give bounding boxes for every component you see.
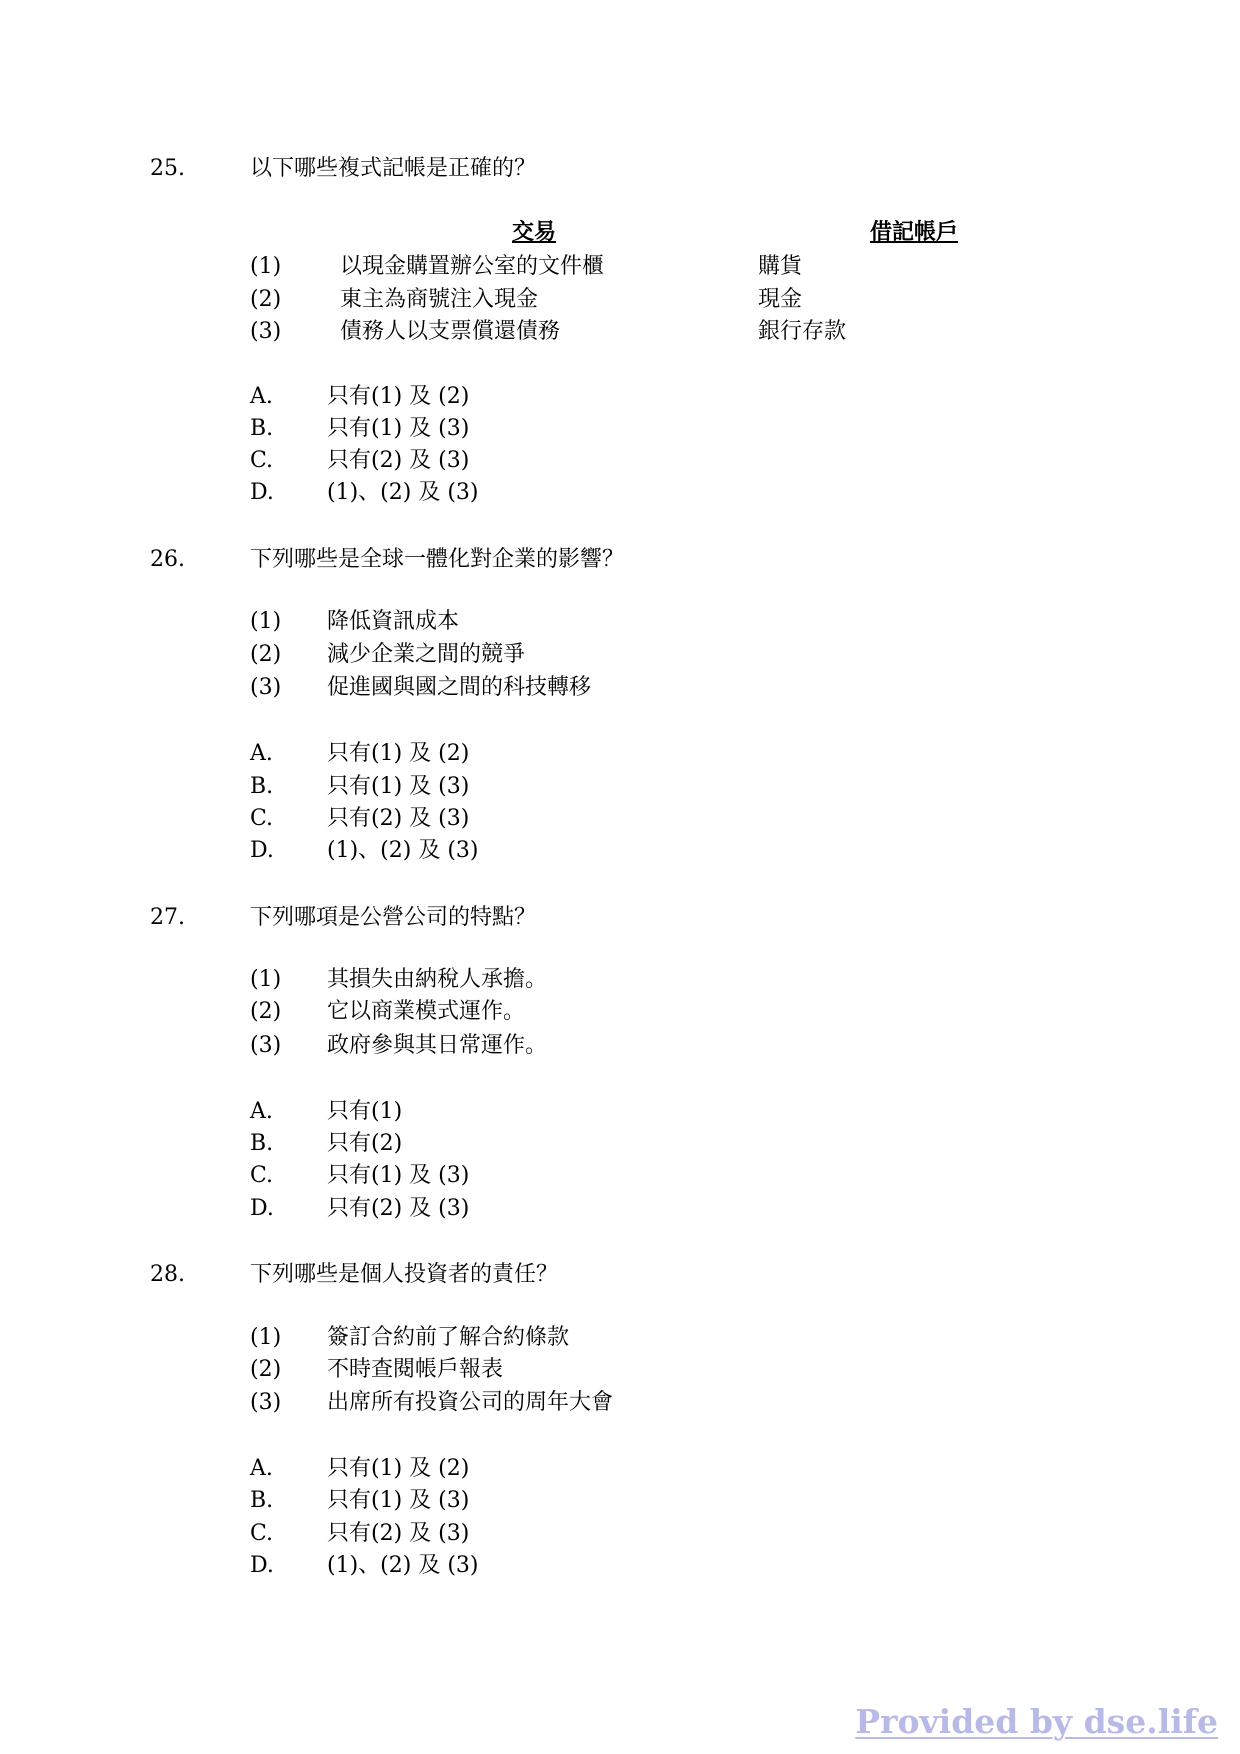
option-label: D. bbox=[250, 1196, 274, 1221]
question-number: 26. bbox=[150, 547, 185, 572]
option-label: D. bbox=[250, 1553, 274, 1578]
item-number: (2) bbox=[250, 1357, 282, 1382]
row-number: (1) bbox=[250, 254, 282, 279]
option-label: C. bbox=[250, 806, 274, 831]
option-text: 只有(1) 及 (3) bbox=[327, 1163, 470, 1188]
question-text: 下列哪項是公營公司的特點？ bbox=[250, 905, 537, 930]
item-number: (3) bbox=[250, 1390, 282, 1415]
option-label: D. bbox=[250, 480, 274, 505]
row-account: 購貨 bbox=[758, 254, 803, 279]
item-text: 出席所有投資公司的周年大會 bbox=[327, 1390, 614, 1415]
option-label: B. bbox=[250, 1131, 274, 1156]
item-text: 它以商業模式運作。 bbox=[327, 999, 526, 1024]
item-text: 不時查閱帳戶報表 bbox=[327, 1357, 504, 1382]
option-text: (1)、(2) 及 (3) bbox=[327, 1553, 479, 1578]
option-text: 只有(1) bbox=[327, 1099, 403, 1124]
option-text: 只有(1) 及 (2) bbox=[327, 741, 470, 766]
option-text: 只有(1) 及 (2) bbox=[327, 1456, 470, 1481]
option-label: D. bbox=[250, 838, 274, 863]
option-label: A. bbox=[250, 1099, 273, 1124]
item-text: 簽訂合約前了解合約條款 bbox=[327, 1325, 570, 1350]
watermark-link[interactable]: Provided by dse.life bbox=[855, 1702, 1218, 1741]
item-number: (1) bbox=[250, 609, 282, 634]
item-text: 促進國與國之間的科技轉移 bbox=[327, 675, 592, 700]
option-text: 只有(2) 及 (3) bbox=[327, 448, 470, 473]
option-text: 只有(2) bbox=[327, 1131, 403, 1156]
item-text: 減少企業之間的競爭 bbox=[327, 642, 526, 667]
item-number: (3) bbox=[250, 1033, 282, 1058]
option-text: 只有(1) 及 (3) bbox=[327, 1488, 470, 1513]
option-text: 只有(2) 及 (3) bbox=[327, 806, 470, 831]
row-transaction: 債務人以支票償還債務 bbox=[340, 319, 561, 344]
option-text: (1)、(2) 及 (3) bbox=[327, 838, 479, 863]
option-text: 只有(1) 及 (3) bbox=[327, 774, 470, 799]
option-label: A. bbox=[250, 741, 273, 766]
option-text: 只有(2) 及 (3) bbox=[327, 1521, 470, 1546]
item-number: (2) bbox=[250, 999, 282, 1024]
option-text: 只有(1) 及 (3) bbox=[327, 416, 470, 441]
item-number: (1) bbox=[250, 967, 282, 992]
item-number: (2) bbox=[250, 642, 282, 667]
item-text: 其損失由納稅人承擔。 bbox=[327, 967, 548, 992]
item-text: 降低資訊成本 bbox=[327, 609, 460, 634]
option-label: B. bbox=[250, 416, 274, 441]
debit-account-header: 借記帳戶 bbox=[870, 219, 959, 245]
item-number: (3) bbox=[250, 675, 282, 700]
question-text: 下列哪些是全球一體化對企業的影響？ bbox=[250, 547, 625, 572]
row-transaction: 以現金購置辦公室的文件櫃 bbox=[340, 254, 605, 279]
option-label: B. bbox=[250, 774, 274, 799]
option-text: (1)、(2) 及 (3) bbox=[327, 480, 479, 505]
item-number: (1) bbox=[250, 1325, 282, 1350]
option-label: A. bbox=[250, 384, 273, 409]
question-text: 以下哪些複式記帳是正確的？ bbox=[250, 156, 537, 181]
row-transaction: 東主為商號注入現金 bbox=[340, 287, 539, 312]
option-label: C. bbox=[250, 1163, 274, 1188]
option-label: A. bbox=[250, 1456, 273, 1481]
option-label: C. bbox=[250, 448, 274, 473]
option-text: 只有(2) 及 (3) bbox=[327, 1196, 470, 1221]
row-account: 現金 bbox=[758, 287, 803, 312]
option-label: C. bbox=[250, 1521, 274, 1546]
row-account: 銀行存款 bbox=[758, 319, 847, 344]
option-label: B. bbox=[250, 1488, 274, 1513]
question-text: 下列哪些是個人投資者的責任？ bbox=[250, 1262, 559, 1287]
transaction-header: 交易 bbox=[512, 219, 557, 245]
item-text: 政府參與其日常運作。 bbox=[327, 1033, 548, 1058]
row-number: (3) bbox=[250, 319, 282, 344]
row-number: (2) bbox=[250, 287, 282, 312]
question-number: 28. bbox=[150, 1262, 185, 1287]
question-number: 25. bbox=[150, 156, 185, 181]
option-text: 只有(1) 及 (2) bbox=[327, 384, 470, 409]
question-number: 27. bbox=[150, 905, 185, 930]
